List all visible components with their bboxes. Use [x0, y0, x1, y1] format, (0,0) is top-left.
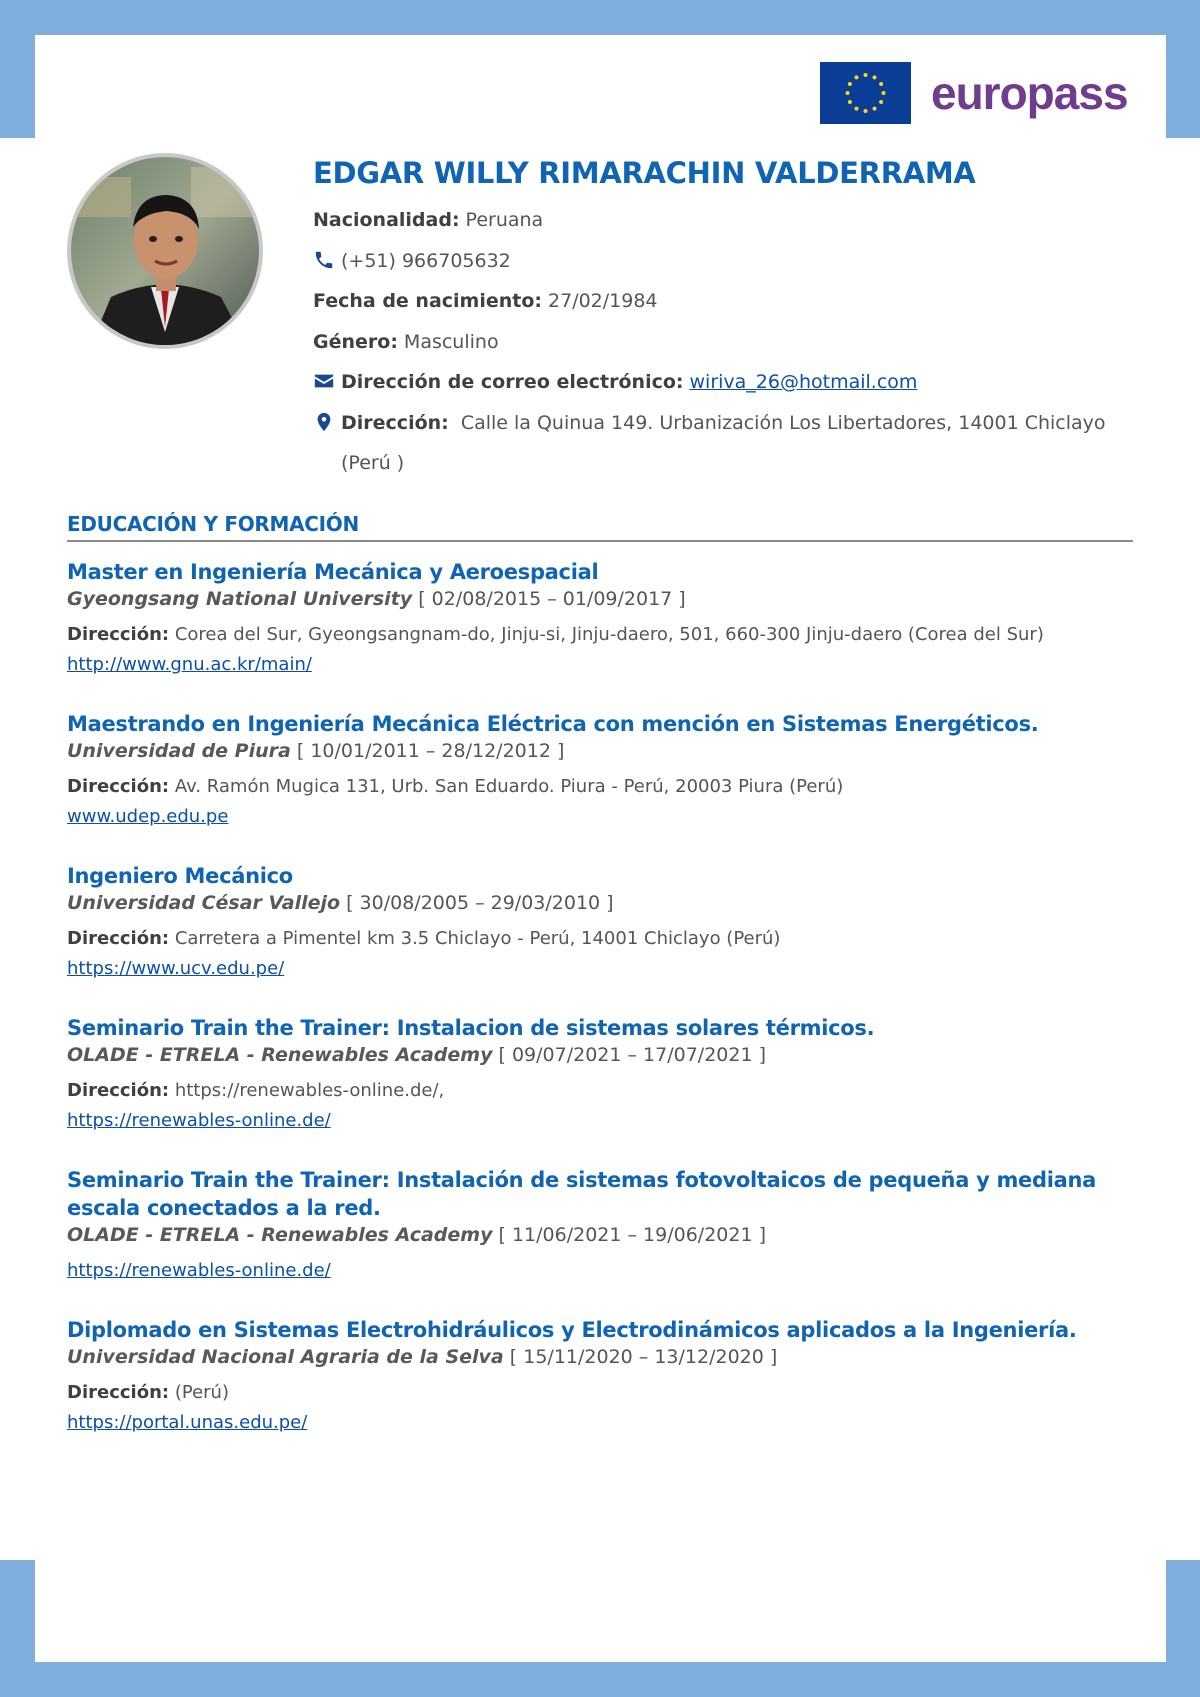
entry-address-value: (Perú)	[174, 1382, 229, 1403]
entry-link[interactable]: https://portal.unas.edu.pe/	[67, 1412, 308, 1433]
entry-dates: [ 02/08/2015 – 01/09/2017 ]	[418, 588, 686, 610]
entry-organization: Universidad César Vallejo	[67, 892, 341, 914]
entry-link[interactable]: http://www.gnu.ac.kr/main/	[67, 654, 312, 675]
entry-subtitle	[67, 586, 1133, 612]
entry-address	[67, 924, 1133, 954]
entry-organization: Gyeongsang National University	[67, 588, 413, 610]
entry-address-value: Corea del Sur, Gyeongsangnam-do, Jinju-si, Jinju-daero, 501, 660-300 Jinju-daero (Corea del Sur)	[174, 624, 1044, 645]
birth-value: 27/02/1984	[548, 290, 658, 312]
entry-address	[67, 772, 1133, 802]
education-list	[67, 558, 1133, 1468]
entry-title: Seminario Train the Trainer: Instalacion de sistemas solares térmicos.	[67, 1016, 875, 1040]
entry-subtitle	[67, 1222, 1133, 1248]
entry-dates: [ 10/01/2011 – 28/12/2012 ]	[296, 740, 565, 762]
nationality-row	[313, 200, 1133, 241]
entry-organization: Universidad Nacional Agraria de la Selva	[67, 1346, 504, 1368]
entry-title: Master en Ingeniería Mecánica y Aeroespacial	[67, 560, 599, 584]
entry-address-value: https://renewables-online.de/,	[174, 1080, 445, 1101]
list-item	[67, 1014, 1133, 1136]
address-value: Calle la Quinua 149. Urbanización Los Libertadores, 14001 Chiclayo (Perú )	[341, 411, 1106, 474]
entry-link[interactable]: https://renewables-online.de/	[67, 1260, 331, 1281]
entry-address-value: Carretera a Pimentel km 3.5 Chiclayo - Perú, 14001 Chiclayo (Perú)	[174, 928, 781, 949]
entry-title: Ingeniero Mecánico	[67, 864, 293, 888]
birth-row	[313, 281, 1133, 322]
location-pin-icon	[313, 411, 335, 433]
entry-dates: [ 09/07/2021 – 17/07/2021 ]	[498, 1044, 767, 1066]
entry-subtitle	[67, 738, 1133, 764]
entry-organization: OLADE - ETRELA - Renewables Academy	[67, 1044, 493, 1066]
eu-flag-icon	[820, 62, 911, 124]
phone-icon	[313, 249, 335, 271]
list-item	[67, 862, 1133, 984]
entry-subtitle	[67, 1042, 1133, 1068]
email-row	[313, 362, 1133, 403]
education-section-title: EDUCACIÓN Y FORMACIÓN	[67, 510, 1133, 542]
profile-photo	[67, 153, 263, 349]
address-row	[313, 403, 1133, 484]
nationality-label: Nacionalidad:	[313, 209, 460, 231]
envelope-icon	[313, 370, 335, 392]
gender-row	[313, 322, 1133, 363]
entry-address-label: Dirección:	[67, 776, 170, 797]
entry-address-label: Dirección:	[67, 1382, 170, 1403]
gender-label: Género:	[313, 330, 398, 353]
entry-address	[67, 1076, 1133, 1106]
list-item	[67, 1316, 1133, 1438]
entry-title: Seminario Train the Trainer: Instalación de sistemas fotovoltaicos de pequeña y mediana escala conectados a la red.	[67, 1168, 1097, 1220]
europass-logo	[820, 62, 1128, 124]
entry-address-label: Dirección:	[67, 1080, 170, 1101]
entry-organization: OLADE - ETRELA - Renewables Academy	[67, 1224, 493, 1246]
entry-title: Diplomado en Sistemas Electrohidráulicos y Electrodinámicos aplicados a la Ingeniería.	[67, 1318, 1077, 1342]
entry-address-value: Av. Ramón Mugica 131, Urb. San Eduardo. Piura - Perú, 20003 Piura (Perú)	[174, 776, 844, 797]
entry-link[interactable]: www.udep.edu.pe	[67, 806, 229, 827]
entry-dates: [ 15/11/2020 – 13/12/2020 ]	[509, 1346, 778, 1368]
entry-subtitle	[67, 890, 1133, 916]
entry-title: Maestrando en Ingeniería Mecánica Eléctrica con mención en Sistemas Energéticos.	[67, 712, 1039, 736]
entry-address-label: Dirección:	[67, 928, 170, 949]
entry-address-label: Dirección:	[67, 624, 170, 645]
entry-link[interactable]: https://www.ucv.edu.pe/	[67, 958, 285, 979]
entry-link[interactable]: https://renewables-online.de/	[67, 1110, 331, 1131]
entry-address	[67, 620, 1133, 650]
person-name: EDGAR WILLY RIMARACHIN VALDERRAMA	[313, 156, 976, 190]
personal-info	[313, 200, 1133, 484]
nationality-value: Peruana	[465, 209, 544, 231]
list-item	[67, 710, 1133, 832]
email-label: Dirección de correo electrónico:	[341, 371, 684, 393]
europass-logo-text: europass	[931, 67, 1128, 119]
birth-label: Fecha de nacimiento:	[313, 290, 543, 312]
list-item	[67, 1166, 1133, 1286]
entry-address	[67, 1378, 1133, 1408]
phone-row	[313, 241, 1133, 282]
address-label: Dirección:	[341, 411, 449, 434]
phone-value: (+51) 966705632	[341, 249, 511, 272]
email-link[interactable]: wiriva_26@hotmail.com	[689, 371, 918, 393]
gender-value: Masculino	[403, 330, 499, 353]
entry-dates: [ 11/06/2021 – 19/06/2021 ]	[498, 1224, 767, 1246]
entry-organization: Universidad de Piura	[67, 740, 291, 762]
entry-subtitle	[67, 1344, 1133, 1370]
list-item	[67, 558, 1133, 680]
entry-dates: [ 30/08/2005 – 29/03/2010 ]	[346, 892, 614, 914]
